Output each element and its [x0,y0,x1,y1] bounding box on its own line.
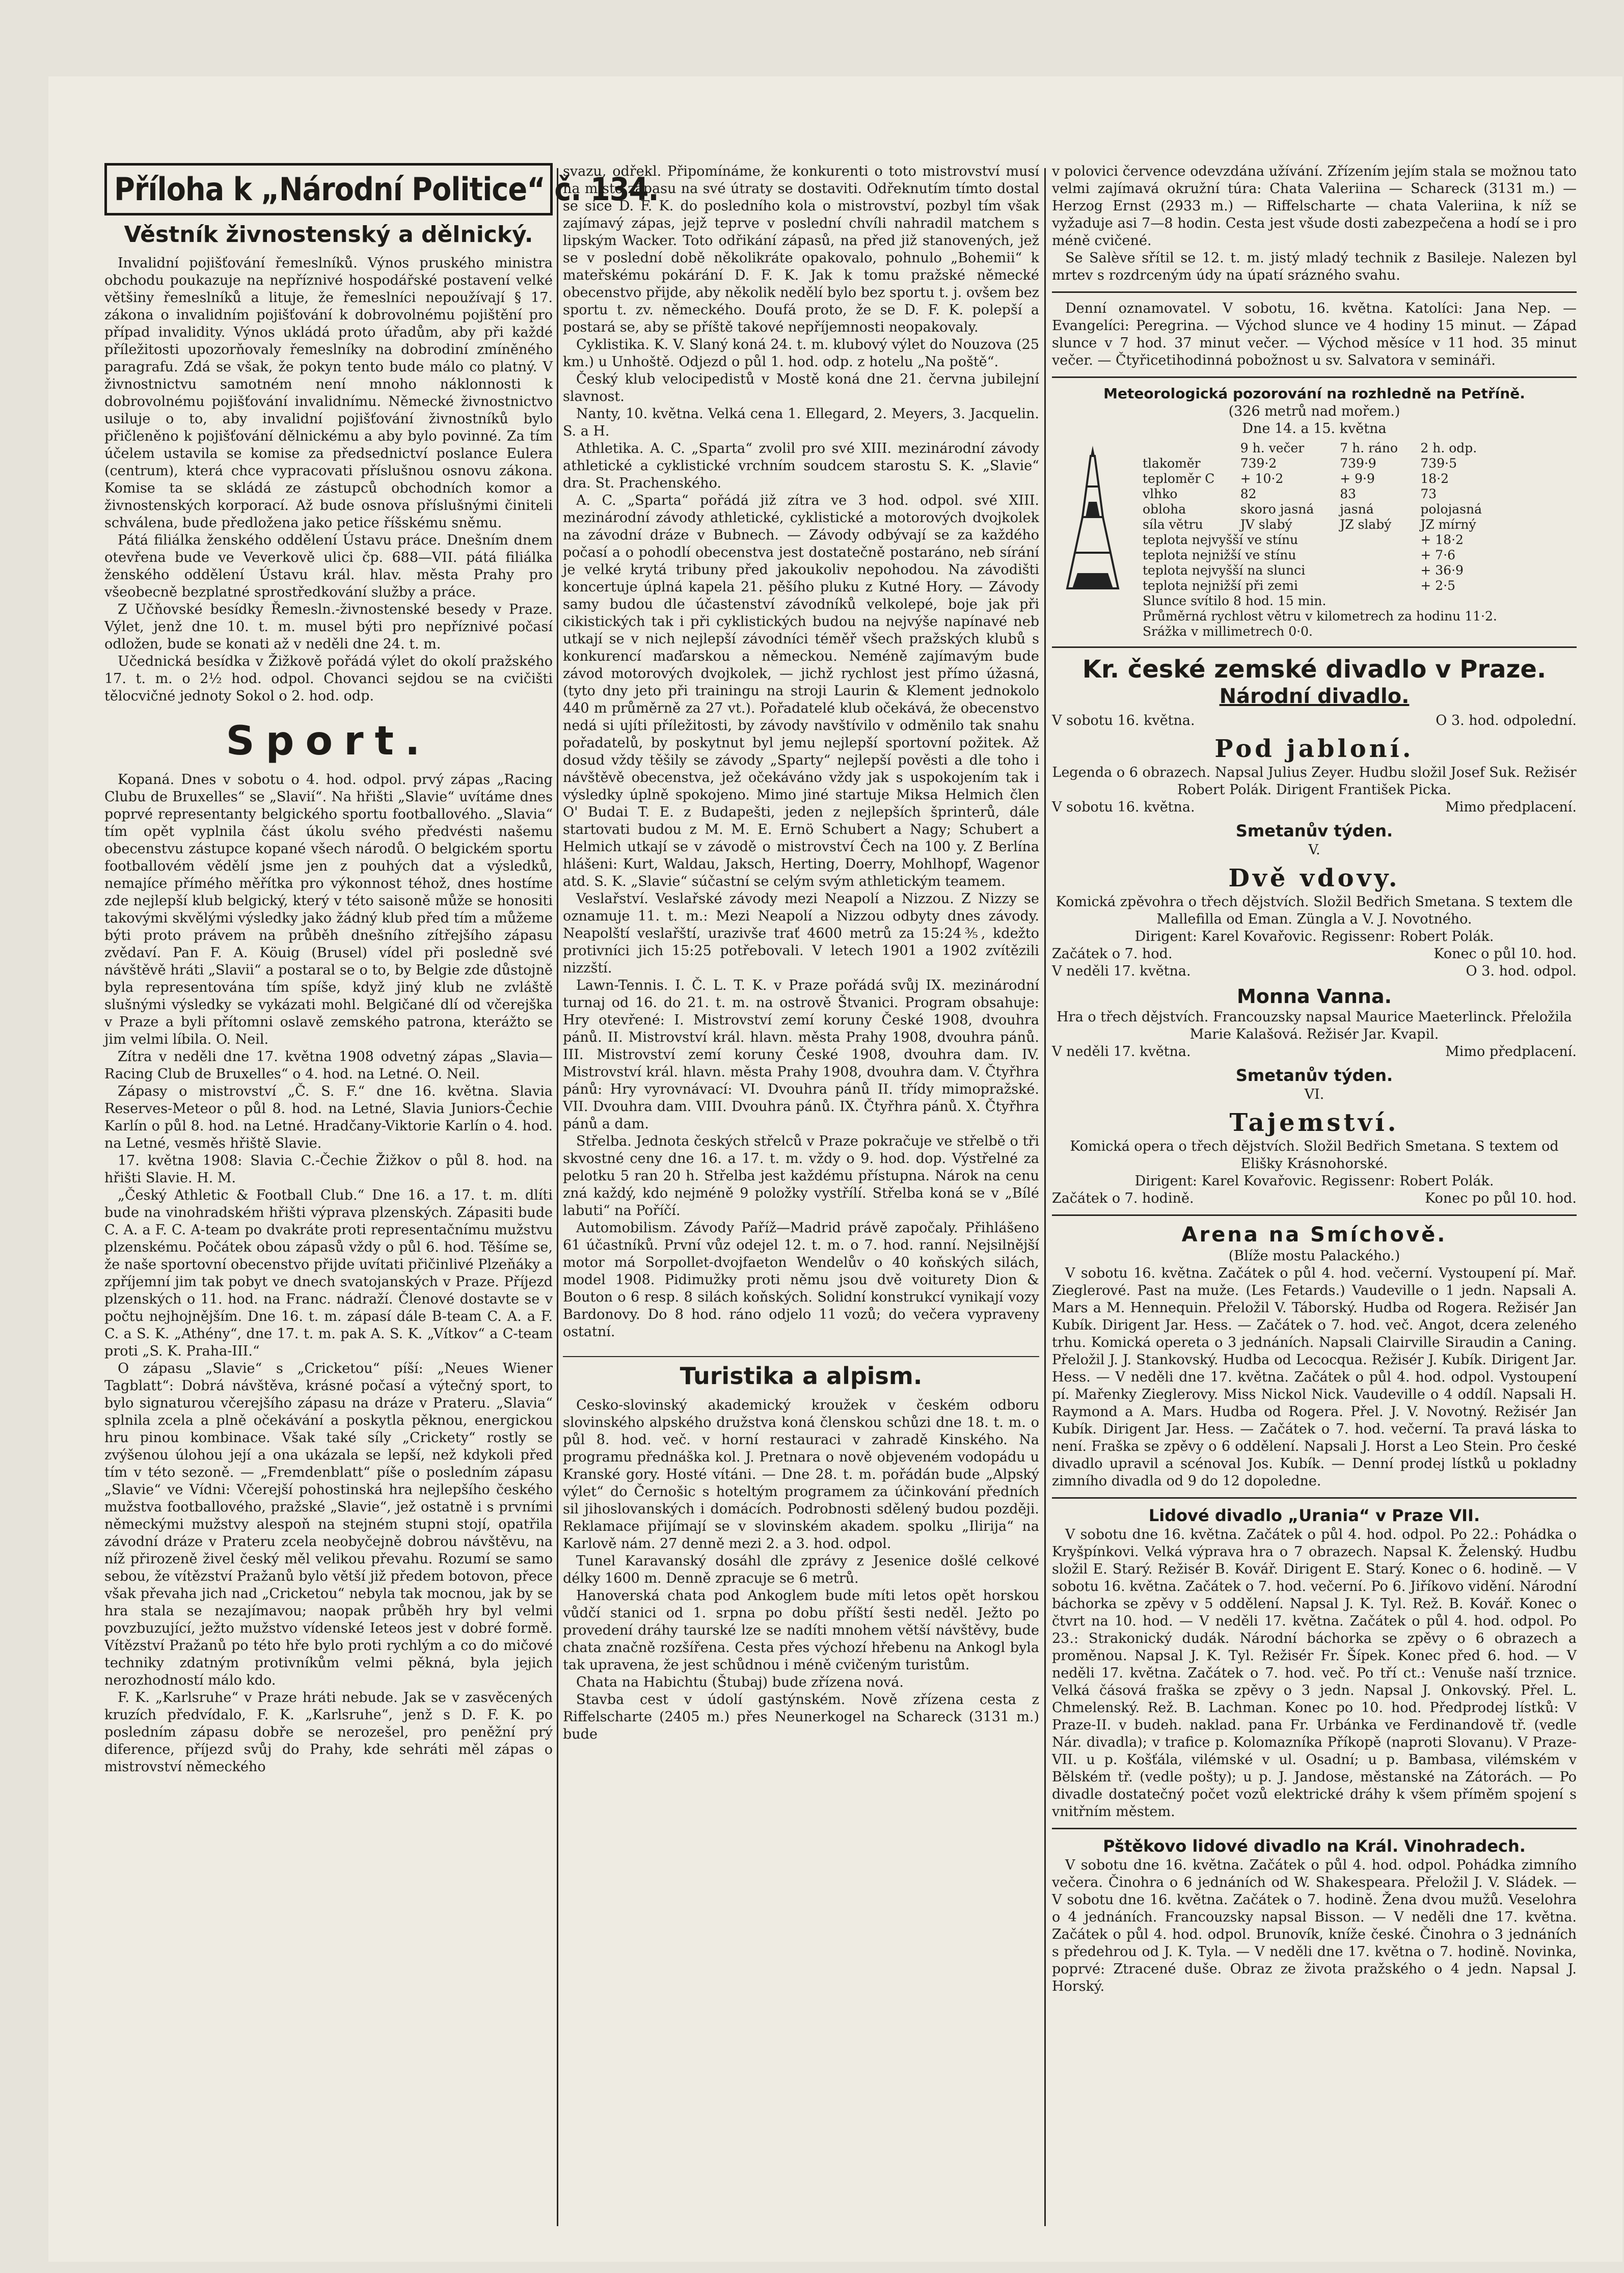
performance-date-line [1052,963,1577,980]
vinohrady-heading: Pštěkovo lidové divadlo na Král. Vinohradech. [1103,1836,1526,1856]
meteo-value: + 9·9 [1340,471,1375,486]
start-time: Začátek o 7. hod. [1052,946,1173,962]
meteo-label: teploměr C [1143,471,1215,486]
meteo-row [1139,502,1501,517]
meteo-date: Dne 14. a 15. května [1242,421,1387,437]
article-paragraph: Střelba. Jednota českých střelců v Praze pokračuje ve střelbě o tři skvostné ceny dne 16. a 17. t. m. vždy o 9. hod. dop. Výstřelné za pelotku 5 ran 20 h. Střelba jest každému přístupna. Nárok na cenu zná každý, kdo nejméně 9 položky vystřílí. Střelba koná se v „Bílé labuti“ na Poříčí. [563,1133,1039,1219]
article-paragraph: Učednická besídka v Žižkově pořádá výlet do okolí pražského 17. t. m. o 2½ hod. odpol. Chovanci sejdou se na cvičišti tělocvičné jednoty Sokol o 2. hod. odp. [104,654,553,704]
meteo-value: jasná [1340,502,1374,517]
meteo-label: vlhko [1143,486,1178,501]
meteo-value: 18·2 [1420,471,1449,486]
meteo-col-header: 7 h. ráno [1340,441,1398,455]
play-title: Dvě vdovy. [1228,864,1400,892]
performance-times [1052,945,1577,963]
article-paragraph: v polovici července odevzdána užívání. Zřízením jejím stala se možnou tato velmi zajímavá okružní túra: Chata Valeriina — Schareck (3131 m.) — Herzog Ernst (2933 m.) — Riffelscharte — chata Valeriina, k níž se vyžaduje asi 7—8 hodin. Cesta jest všude dosti zabezpečena a hodí se i pro méně cvičené. [1052,164,1577,249]
arena-program: V sobotu 16. května. Začátek o půl 4. hod. večerní. Vystoupení pí. Mař. Zieglerové. Past na muže. (Les Fetards.) Vaudeville o 1 jedn. Napsali A. Mars a M. Hennequin. Přeložil V. Táborský. Hudba od Rogera. Režisér Jan Kubík. Dirigent Jar. Hess. — Začátek o 7. hod. več. Angot, dcera zeleného trhu. Komická opereta o 3 jednáních. Napsali Clairville Siraudin a Caning. Přeložil J. J. Stankovský. Hudba od Lecocqua. Režisér J. Kubík. Dirigent Jar. Hess. — V neděli dne 17. května. Začátek o půl 4. hod. odpol. Vystoupení pí. Mařenky Zieglerovy. Miss Nickol Nick. Vaudeville o 4 oddíl. Napsali H. Raymond a A. Mars. Hudba od Rogera. Přel. J. V. Novotný. Režisér Jan Kubík. Dirigent Jar. Hess. — Začátek o 7. hod. večerní. Ta pravá láska to není. Fraška se zpěvy o 6 oddělení. Napsali J. Horst a Leo Stein. Pro české divadlo upravil a scénoval Jos. Kubík. — Denní prodej lístků u pokladny zimního divadla od 9 do 12 dopoledne. [1052,1265,1577,1489]
meteo-value: + 36·9 [1420,563,1464,578]
vinohrady-program: V sobotu dne 16. května. Začátek o půl 4. hod. odpol. Pohádka zimního večera. Činohra o 6 jednáních od W. Shakespeara. Přeložil J. V. Sládek. — V sobotu dne 16. května. Začátek o 7. hodině. Žena dvou mužů. Veselohra o 4 jednáních. Francouzsky napsal Bisson. — V neděli dne 17. května. Začátek o půl 4. hod. odpol. Brunovík, kníže české. Činohra o 3 jednáních s předehrou od J. K. Tyla. — V neděli dne 17. května o 7. hodině. Novinka, poprvé: Ztracené duše. Obraz ze života pražského o 4 jedn. Napsal J. Horský. [1052,1857,1577,1994]
arena-subheading: (Blíže mostu Palackého.) [1228,1248,1400,1264]
column-2 [563,163,1039,2231]
article-paragraph: Cyklistika. K. V. Slaný koná 24. t. m. klubový výlet do Nouzova (25 km.) u Unhoště. Odjezd o půl 1. hod. odp. z hotelu „Na poště“. [563,337,1039,370]
article-paragraph: Athletika. A. C. „Sparta“ zvolil pro své XIII. mezinárodní závody athletické a cyklistické vrchním soudcem starostu S. K. „Slavie“ dra. St. Prachenského. [563,441,1039,491]
meteo-extreme-row [1139,532,1501,548]
play-description: Komická zpěvohra o třech dějstvích. Složil Bedřich Smetana. S textem dle Mallefilla od Eman. Züngla a V. J. Novotného. [1055,894,1573,927]
column-rule [557,168,558,2226]
supplement-box: Příloha k „Národní Politice“ č. 134. [104,163,553,215]
play-description: Legenda o 6 obrazech. Napsal Julius Zeyer. Hudbu složil Josef Suk. Režisér Robert Polák. Dirigent František Picka. [1052,765,1577,798]
column-rule [1044,168,1046,2226]
meteo-value: JZ mírný [1420,517,1476,532]
article-paragraph: Pátá filiálka ženského oddělení Ústavu práce. Dnešním dnem otevřena bude ve Veverkově ulici čp. 688—VII. pátá filiálka ženského oddělení Ústavu král. hlav. města Prahy pro všeobecně bezplatné sprostředkování služby a práce. [104,532,553,600]
article-paragraph: Veslařství. Veslařské závody mezi Neapolí a Nizzou. Z Nizzy se oznamuje 11. t. m.: Mezi Neapolí a Nizzou odbyty dnes závody. Neapolští veslařští, urazivše trať 4600 metrů za 15:24⅗, kdežto protivníci jich 15:25 potřebovali. V letech 1901 a 1902 zvítězili nizzští. [563,891,1039,976]
article-paragraph: Automobilism. Závody Paříž—Madrid právě započaly. Přihlášeno 61 účastníků. První vůz odejel 12. t. m. o 7. hod. ranní. Nejsilnější motor má Sorpollet-dvojfaeton Wendelův o 40 koňských silách, model 1908. Pidimužky proti němu jsou dvě voiturety Dion & Bouton o 6 resp. 8 silách koňských. Solidní konstrukcí vynikají vozy Bardonovy. Do 8 hod. ráno odjelo 11 vozů; do večera vypraveny ostatní. [563,1220,1039,1340]
meteo-value: 739·5 [1420,456,1457,471]
article-paragraph: 17. května 1908: Slavia C.-Čechie Žižkov o půl 8. hod. na hřišti Slavie. H. M. [104,1153,553,1186]
meteo-table [1139,441,1501,639]
arena-heading: Arena na Smíchově. [1181,1223,1447,1247]
meteo-extreme-row [1139,548,1501,563]
meteo-row [1139,456,1501,471]
meteo-extreme-row [1139,578,1501,593]
article-paragraph: F. K. „Karlsruhe“ v Praze hráti nebude. Jak se v zasvěcených kruzích předvídalo, F. K. „Karlsruhe“, jenž s D. F. K. po posledním zápasu dobře se nerozešel, pro peněžní prý diference, příjezd svůj do Prahy, kde sehráti měl zápas o mistrovství německého [104,1690,553,1775]
play-description: Komická opera o třech dějstvích. Složil Bedřich Smetana. S textem od Elišky Krásnohorské. [1070,1139,1559,1172]
performance-date: V neděli 17. května. [1052,1044,1191,1060]
meteo-value: skoro jasná [1240,502,1314,517]
performance-date-line [1052,712,1577,729]
performance-date-line [1052,1043,1577,1061]
start-time: Začátek o 7. hodině. [1052,1190,1194,1206]
urania-program: V sobotu dne 16. května. Začátek o půl 4. hod. odpol. Po 22.: Pohádka o Kryšpínkovi. Velká výprava hra o 7 obrazech. Napsal K. Želenský. Hudbu složil E. Starý. Režisér B. Kovář. Dirigent E. Starý. Konec o 6. hodině. — V sobotu 16. května. Začátek o 7. hod. večerní. Po 6. Jiříkovo vidění. Národní báchorka se zpěvy v 5 oddělení. Napsal J. K. Tyl. Rež. B. Kovář. Konec o čtvrt na 10. hod. — V neděli 17. května. Začátek o půl 4. hod. odpol. Po 23.: Strakonický dudák. Národní báchorka se zpěvy o 6 obrazech a proměnou. Napsal J. K. Tyl. Režisér Fr. Šípek. Konec před 6. hod. — V neděli 17. května. Začátek o 7. hod. več. Po tří ct.: Venuše naší trznice. Velká čásová fraška se zpěvy o 3 jedn. Napsal J. Onkovský. Přel. L. Chmelenský. Rež. B. Lachman. Konec po 10. hod. Předprodej lístků: V Praze-II. v budeh. naklad. pana Fr. Urbánka ve Ferdinandově tř. (vedle Nár. divadla); v trafice p. Kolomazníka Příkopě (naproti Slovanu). V Praze-VII. u p. Košťála, vilémské v ul. Osadní; u p. Bambasa, vilémském v Bělském tř. (vedle pošty); u p. J. Jandose, městanské na Zátorách. — Po divadle dostatečný počet vozů elektrické dráhy k všem příměm spojení s vnitřním městem. [1052,1527,1577,1820]
divider [1052,1828,1577,1829]
column-1 [104,163,659,2231]
article-paragraph: Nanty, 10. května. Velká cena 1. Ellegard, 2. Meyers, 3. Jacquelin. S. a H. [563,406,1039,439]
article-paragraph: Invalidní pojišťování řemeslníků. Výnos pruského ministra obchodu poukazuje na nepříznivé hospodářské postavení velké většiny řemeslníků a lituje, že řemeslníci nepoužívají § 17. zákona o invalidním pojišťování k dobrovolnému pojištění pro případ invalidity. Výnos ukládá proto úřadům, aby při každé příležitosti upozorňovaly řemeslníky na dobrodiní zmíněného paragrafu. Zdá se však, že pokyn tento bude málo co platný. V živnostnictvu samotném není mnoho náklonnosti k dobrovolnému pojišťování invalidnímu. Německé živnostnictvo usiluje o to, aby invalidní pojišťování živnostníků bylo přičleněno k pojišťování dělnickému a aby bylo povinné. Za tím účelem ustavila se komise za předsednictví poslance Eulera (centrum), která chce vypracovati příslušnou osnovu zákona. Komise ta se skládá ze zástupců obchodních komor a živnostenských korporací. Až bude osnova příslušnými činiteli schválena, bude předložena jako petice říšskému sněmu. [104,255,553,531]
cycle-title: Smetanův týden. [1235,821,1393,841]
divider [1052,646,1577,648]
performance-time: O 3. hod. odpol. [1466,963,1577,979]
divider [1052,1497,1577,1499]
meteo-value: JV slabý [1240,517,1292,532]
performance-time: O 3. hod. odpolední. [1436,713,1577,728]
cycle-number: VI. [1304,1087,1324,1102]
meteo-extreme-row [1139,563,1501,578]
meteo-label: tlakoměr [1143,456,1201,471]
column-3 [1052,163,1577,2231]
meteo-label: teplota nejvyšší na slunci [1143,563,1306,578]
play-title: Pod jabloní. [1214,735,1414,763]
play-credits: Dirigent: Karel Kovařovic. Regissenr: Robert Polák. [1134,1173,1494,1189]
article-paragraph: Stavba cest v údolí gastýnském. Nově zřízena cesta z Riffelscharte (2405 m.) přes Neunerkogel na Schareck (3131 m.) bude [563,1692,1039,1742]
cycle-title: Smetanův týden. [1235,1066,1393,1085]
article-paragraph: Český klub velocipedistů v Mostě koná dne 21. června jubilejní slavnost. [563,371,1039,404]
meteo-col-header: 2 h. odp. [1420,441,1477,455]
meteo-value: 83 [1340,486,1357,501]
meteo-value: + 7·6 [1420,548,1456,562]
urania-heading: Lidové divadlo „Urania“ v Praze VII. [1148,1506,1480,1525]
meteo-label: síla větru [1143,517,1203,532]
meteo-row [1139,486,1501,502]
divider [1052,291,1577,293]
article-paragraph: O zápasu „Slavie“ s „Cricketou“ píší: „Neues Wiener Tagblatt“: Dobrá návštěva, krásné počasí a výtečný sport, to bylo signaturou včerejšího zápasu na dráze v Prateru. „Slavia“ splnila zcela a plně očekávání a poskytla pěknou, energickou hru pinou kombinace. Však také síly „Crickety“ rostly se zvýšenou úlohou její a ona ukázala se lepší, než kdykoli před tím v této sezoně. — „Fremdenblatt“ píše o posledním zápasu „Slavie“ ve Vídni: Včerejší pohostinská hra nejlepšího českého mužstva footballového, pražské „Slavie“, jež ostatně i s prvními německými mužstvy alespoň na stejném stupni stojí, opatřila závodní dráze v Prateru zcela neobyčejně dobrou návštěvu, na níž přirozeně živel český měl velikou převahu. Rozumí se samo sebou, že vítězství Pražanů bylo větší již předem botovon, přece však převaha jich nad „Cricketou“ nebyla tak mocnou, jak by se hra stala se nezajímavou; naopak průběh hry byl velmi povzbuzující, ježto mužstvo vídenské Ieteos jest v dobré formě. Vítězství Pražanů po této hře bylo proti rychlým a co do mičové techniky zdatným protivníkům velmi pěkná, byla jejich nerozhodností málo kdo. [104,1361,553,1688]
divider [1052,1214,1577,1216]
article-paragraph: Kopaná. Dnes v sobotu o 4. hod. odpol. prvý zápas „Racing Clubu de Bruxelles“ se „Slavií“. Na hřišti „Slavie“ uvítáme dnes poprvé representanty belgického sportu footballového. „Slavia“ tím opět vyplnila část úkolu svého předvésti našemu obecenstvu zástupce kopané všech národů. O belgickém sportu footballovém vědělí jsme jen z pouhých dat a výsledků, nemajíce přímého měřítka pro výkonnost téhož, dnes hostíme zde nejlepší klub belgický, který v této saisoně může se honositi takovými skvělými výsledky jako žádný klub před tím a můžeme býti proto právem na průběh dnešního zítřejšího zápasu zvědaví. Pan F. A. Köuig (Brusel) vídel při posledně své návštěvě hráti „Slavii“ a postaral se o to, by Belgie zde důstojně byla representována tím spíše, když jiný klub ne zvláště slušnými výsledky se vykázati mohl. Belgičané dlí od včerejška v Praze a byli přítomni oslavě zemského patrona, kterážto se jim velmi líbila. O. Neil. [104,772,553,1047]
play-credits: Dirigent: Karel Kovařovic. Regissenr: Robert Polák. [1134,929,1494,944]
performance-date: V sobotu 16. května. [1052,799,1195,815]
end-time: Konec o půl 10. hod. [1433,946,1577,962]
article-paragraph: „Český Athletic & Football Club.“ Dne 16. a 17. t. m. dlíti bude na vinohradském hřišti výprava plzenských. Zápasiti bude C. A. a F. C. A-team po dvakráte proti representačnímu mužstvu plzenskému. Počátek obou zápasů vždy o půl 6. hod. Těšíme se, že naše sportovní obecenstvo přijde uvítati přičinlivé Plzeňáky a zpříjemní jim tak pobyt ve dnech svatojanských v Praze. Příjezd plzenských o 11. hod. na Franc. nádraží. Členové dostavte se v počtu nejhojnějším. Dne 16. t. m. zápasí dále B-team C. A. a F. C. a S. K. „Athény“, dne 17. t. m. pak A. S. K. „Vítkov“ a C-team proti „S. K. Praha-III.“ [104,1187,553,1359]
meteo-value: 82 [1240,486,1257,501]
section-heading: Věstník živnostenský a dělnický. [124,222,533,248]
meteo-label: obloha [1143,502,1186,517]
article-paragraph: Hanoverská chata pod Ankoglem bude míti letos opět horskou vůdčí stanici od 1. srpna po dobu příští šesti neděl. Ježto po provedení dráhy taurské lze se nadíti mnohem větší návštěvy, bude chata značně rozšířena. Cesta přes výchozí hřebenu na Ankogl byla tak upravena, že jest schůdnou i méně cvičeným turistům. [563,1588,1039,1673]
meteo-value: polojasná [1420,502,1482,517]
article-paragraph: Chata na Habichtu (Štubaj) bude zřízena nová. [576,1674,904,1690]
newspaper-page [48,76,1622,2262]
performance-date: V neděli 17. května. [1052,963,1191,979]
meteo-value: + 2·5 [1420,578,1456,593]
performance-times [1052,1190,1577,1207]
meteo-rain: Srážka v millimetrech 0·0. [1143,624,1313,639]
play-title: Monna Vanna. [1236,985,1392,1008]
meteo-value: 73 [1420,486,1437,501]
performance-note: Mimo předplacení. [1445,799,1577,815]
meteo-col-header: 9 h. večer [1240,441,1305,455]
performance-note: Mimo předplacení. [1445,1044,1577,1060]
article-paragraph: Zápasy o mistrovství „Č. S. F.“ dne 16. května. Slavia Reserves-Meteor o půl 8. hod. na Letné, Slavia Juniors-Čechie Karlín o půl 8. hod. na Letné. Hradčany-Viktorie Karlín o 4. hod. na Letné, vesměs hřiště Slavie. [104,1084,553,1151]
meteo-row [1139,471,1501,486]
sport-heading: Sport. [226,718,431,764]
article-paragraph: Tunel Karavanský dosáhl dle zprávy z Jesenice došlé celkové délky 1600 m. Denně zpracuje se 6 metrů. [563,1553,1039,1586]
cycle-number: V. [1308,842,1320,858]
meteo-sunshine: Slunce svítilo 8 hod. 15 min. [1143,593,1327,608]
article-paragraph: svazu, odřekl. Připomínáme, že konkurenti o toto mistrovství musí na místo zápasu na své útraty se dostaviti. Odřeknutím tímto dostal se sice D. F. K. do posledního kola o mistrovství, pozbyl tím však zajímavý zápas, jejž teprve v poslední chvíli nahradil matchem s lipským Wacker. Toto odřikání zápasů, na před již stanovených, jež se v poslední době několikráte opakovalo, pohnulo „Bohemii“ k mateřskému pokárání D. F. K. Jak k tomu pražské německé obecenstvo přijde, aby několik nedělí bylo bez sportu t. j. ovšem bez sportu t. zv. německého. Doufá proto, že se D. F. K. polepší a postará se, aby se příště takové nepříjemnosti neopakovaly. [563,164,1039,335]
article-paragraph: Se Salève sřítil se 12. t. m. jistý mladý technik z Basileje. Nalezen byl mrtev s rozdrceným údy na úpatí srázného svahu. [1052,250,1577,283]
article-paragraph: A. C. „Sparta“ pořádá již zítra ve 3 hod. odpol. své XIII. mezinárodní závody athletické, cyklistické a motorových dvojkolek na závodní dráze v Bubnech. — Závody odbývají se za každého počasí a o pohodlí obecenstva jest dostatečně postaráno, neb sírání je velké krytá tribuny před jakoukoliv nepohodou. Na závodišti koncertuje úplná kapela 21. pěšího pluku z Kutné Hory. — Závody samy budou dle účastenství závodníků velkolepé, boje jak při cikistických tak i při cyklistických budou na nejvýše napínavé neb utkají se v nich nejlepší závodníci téměř všech pražských klubů s konkurencí maďarskou a německou. Neméně zajímavým bude závod motorových dvojkolek, — jichž rychlost jest přímo úžasná, (tyto dny jeto při trainingu na stroji Laurin & Klement jednokolo 440 m průměrně za 27 vt.). Pořadatelé klub očekává, že obecenstvo nedá si ujíti příležitosti, by závody navštívilo v odměnilo tak snahu pořadatelů, by poskytnut byl jemu nejlepší sportovní požitek. Až dosud vždy těšily se závody „Sparty“ nejlepší pověsti a dle toho i návštěvě obecenstva, jež očekáváno vždy jak s uspokojením tak i výsledky úplně spokojeno. Mimo jiné startuje Miksa Helmich člen O' Budai T. E. z Budapešti, jeden z nejlepších šprinterů, dále startovati budou z M. M. E. Ernö Schubert a Nagy; Schubert a Helmich utkají se v závodě o mistrovství Čech na 100 y. Z Berlína hlášeni: Kurt, Waldau, Jaksch, Herting, Doerry, Mohlhopf, Wagenor atd. S. K. „Slavie“ súčastní se celým svým athletickým teamem. [563,493,1039,889]
play-description: Hra o třech dějstvích. Francouzsky napsal Maurice Maeterlinck. Přeložila Marie Kalašová. Režisér Jar. Kvapil. [1057,1009,1572,1042]
meteo-block [1052,441,1577,639]
meteo-label: teplota nejnižší při zemi [1143,578,1298,593]
meteo-value: 739·9 [1340,456,1376,471]
calendar-notice: Denní oznamovatel. V sobotu, 16. května. Katolíci: Jana Nep. — Evangelíci: Peregrina. — Východ slunce ve 4 hodiny 15 minut. — Západ slunce v 7 hod. 37 minut večer. — Východ měsíce v 11 hod. 35 minut večer. — Čtyřicetihodinná pobožnost u sv. Salvatora v semináři. [1052,301,1577,368]
meteo-row [1139,517,1501,532]
article-paragraph: Lawn-Tennis. I. Č. L. T. K. v Praze pořádá svůj IX. mezinárodní turnaj od 16. do 21. t. m. na ostrově Štvanici. Program obsahuje: Hry otevřené: I. Mistrovství zemí koruny České 1908, dvouhra pánů. II. Mistrovství král. hlavn. města Prahy 1908, dvouhra pánů. III. Mistrovství zemí koruny České 1908, dvouhra dam. IV. Mistrovství král. hlavn. města Prahy 1908, dvouhra dam. V. Čtyřhra pánů: Hry vyrovnávací: VI. Dvouhra pánů II. třídy mimopražské. VII. Dvouhra dam. VIII. Dvouhra pánů. IX. Čtyřhra pánů. X. Čtyřhra pánů a dam. [563,978,1039,1132]
meteo-value: + 10·2 [1240,471,1284,486]
article-paragraph: Cesko-slovinský akademický kroužek v českém odboru slovinského alpského družstva koná členskou schůzi dne 18. t. m. o půl 8. hod. več. v horní restauraci v zahradě Kinského. Na programu přednáška kol. J. Pretnara o nově objeveném vodopádu u Kranské gory. Hosté vítáni. — Dne 28. t. m. pořádán bude „Alpský výlet“ do Černošic s hoteltým programem za účinkování předních sil jihoslovanských i domácích. Podrobnosti sdělený budou později. Reklamace přijímají se v slovinském akadem. spolku „Ilirija“ na Karlově nám. 27 denně mezi 2. a 3. hod. odpol. [563,1397,1039,1552]
end-time: Konec po půl 10. hod. [1425,1190,1577,1206]
meteo-value: 739·2 [1240,456,1277,471]
meteo-label: teplota nejnižší ve stínu [1143,548,1296,562]
performance-date: V sobotu 16. května. [1052,713,1195,728]
meteo-value: + 18·2 [1420,532,1464,547]
performance-date-line [1052,799,1577,816]
meteo-label: teplota nejvyšší ve stínu [1143,532,1298,547]
turistika-heading: Turistika a alpism. [563,1356,1039,1390]
article-paragraph: Zítra v neděli dne 17. května 1908 odvetný zápas „Slavia—Racing Club de Bruxelles“ o 4. hod. na Letné. O. Neil. [104,1049,553,1082]
meteo-title: Meteorologická pozorování na rozhledně na Petříně. [1103,385,1525,402]
article-paragraph: Z Učňovské besídky Řemesln.-živnostenské besedy v Praze. Výlet, jenž dne 10. t. m. musel býti pro nepříznivé počasí odložen, bude se konati až v neděli dne 24. t. m. [104,602,553,652]
petrin-tower-icon [1052,441,1139,639]
theatre-heading: Kr. české zemské divadlo v Praze. [1082,655,1547,684]
meteo-value: JZ slabý [1340,517,1392,532]
play-title: Tajemství. [1229,1108,1399,1137]
divider [1052,376,1577,378]
theatre-subheading: Národní divadlo. [1219,685,1410,708]
meteo-wind: Průměrná rychlost větru v kilometrech za hodinu 11·2. [1143,609,1497,624]
meteo-subtitle: (326 metrů nad mořem.) [1228,403,1400,419]
